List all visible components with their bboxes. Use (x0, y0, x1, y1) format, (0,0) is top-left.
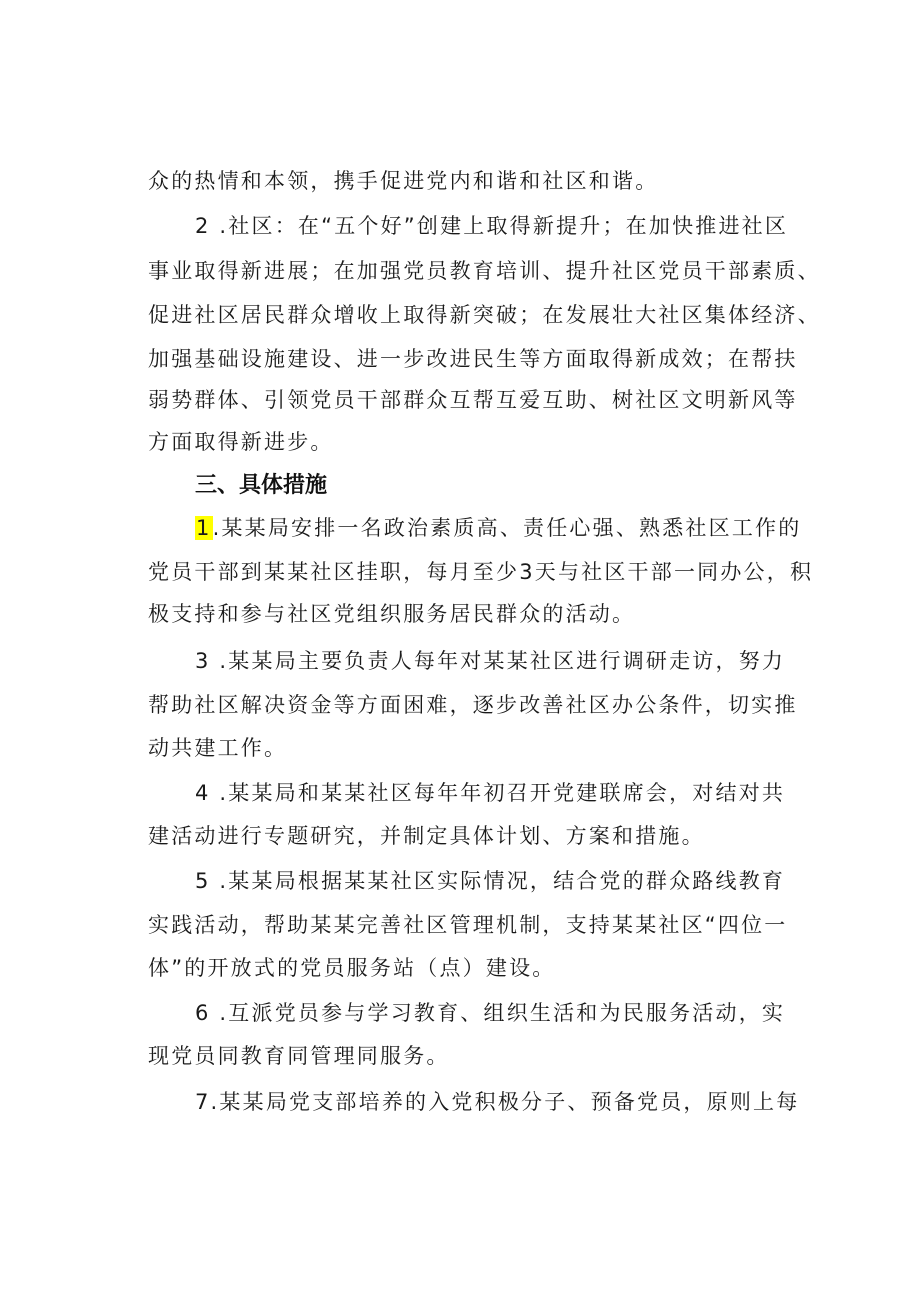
paragraph-line: 加强基础设施建设、进一步改进民生等方面取得新成效；在帮扶 (148, 347, 798, 371)
paragraph-line: 动共建工作。 (148, 736, 288, 760)
paragraph-line: 3 .某某局主要负责人每年对某某社区进行调研走访，努力 (195, 649, 786, 673)
paragraph-line: 现党员同教育同管理同服务。 (148, 1044, 450, 1068)
paragraph-line: 4 .某某局和某某社区每年年初召开党建联席会，对结对共 (195, 781, 786, 805)
highlighted-number: 1 (196, 516, 212, 540)
item-text: .某某局安排一名政治素质高、责任心强、熟悉社区工作的 (212, 516, 802, 540)
paragraph-line: 事业取得新进展；在加强党员教育培训、提升社区党员干部素质、 (148, 259, 821, 283)
paragraph-line: 众的热情和本领，携手促进党内和谐和社区和谐。 (148, 169, 659, 193)
paragraph-line: 极支持和参与社区党组织服务居民群众的活动。 (148, 602, 636, 626)
paragraph-line: 2 .社区：在“五个好”创建上取得新提升；在加快推进社区 (195, 214, 789, 238)
paragraph-line: 促进社区居民群众增收上取得新突破；在发展壮大社区集体经济、 (148, 303, 821, 327)
paragraph-line (195, 513, 801, 543)
paragraph-line: 5 .某某局根据某某社区实际情况，结合党的群众路线教育 (195, 869, 786, 893)
paragraph-line: 弱势群体、引领党员干部群众互帮互爱互助、树社区文明新风等 (148, 388, 798, 412)
paragraph-line: 建活动进行专题研究，并制定具体计划、方案和措施。 (148, 824, 705, 848)
paragraph-line: 6 .互派党员参与学习教育、组织生活和为民服务活动，实 (195, 1001, 786, 1025)
paragraph-line: 帮助社区解决资金等方面困难，逐步改善社区办公条件，切实推 (148, 693, 798, 717)
paragraph-line: 方面取得新进步。 (148, 430, 334, 454)
paragraph-line: 7.某某局党支部培养的入党积极分子、预备党员，原则上每 (195, 1090, 800, 1114)
section-heading: 三、具体措施 (195, 473, 328, 498)
paragraph-line: 实践活动，帮助某某完善社区管理机制，支持某某社区“四位一 (148, 913, 788, 937)
paragraph-line: 党员干部到某某社区挂职，每月至少3天与社区干部一同办公，积 (148, 560, 814, 584)
paragraph-line: 体”的开放式的党员服务站（点）建设。 (148, 956, 556, 980)
